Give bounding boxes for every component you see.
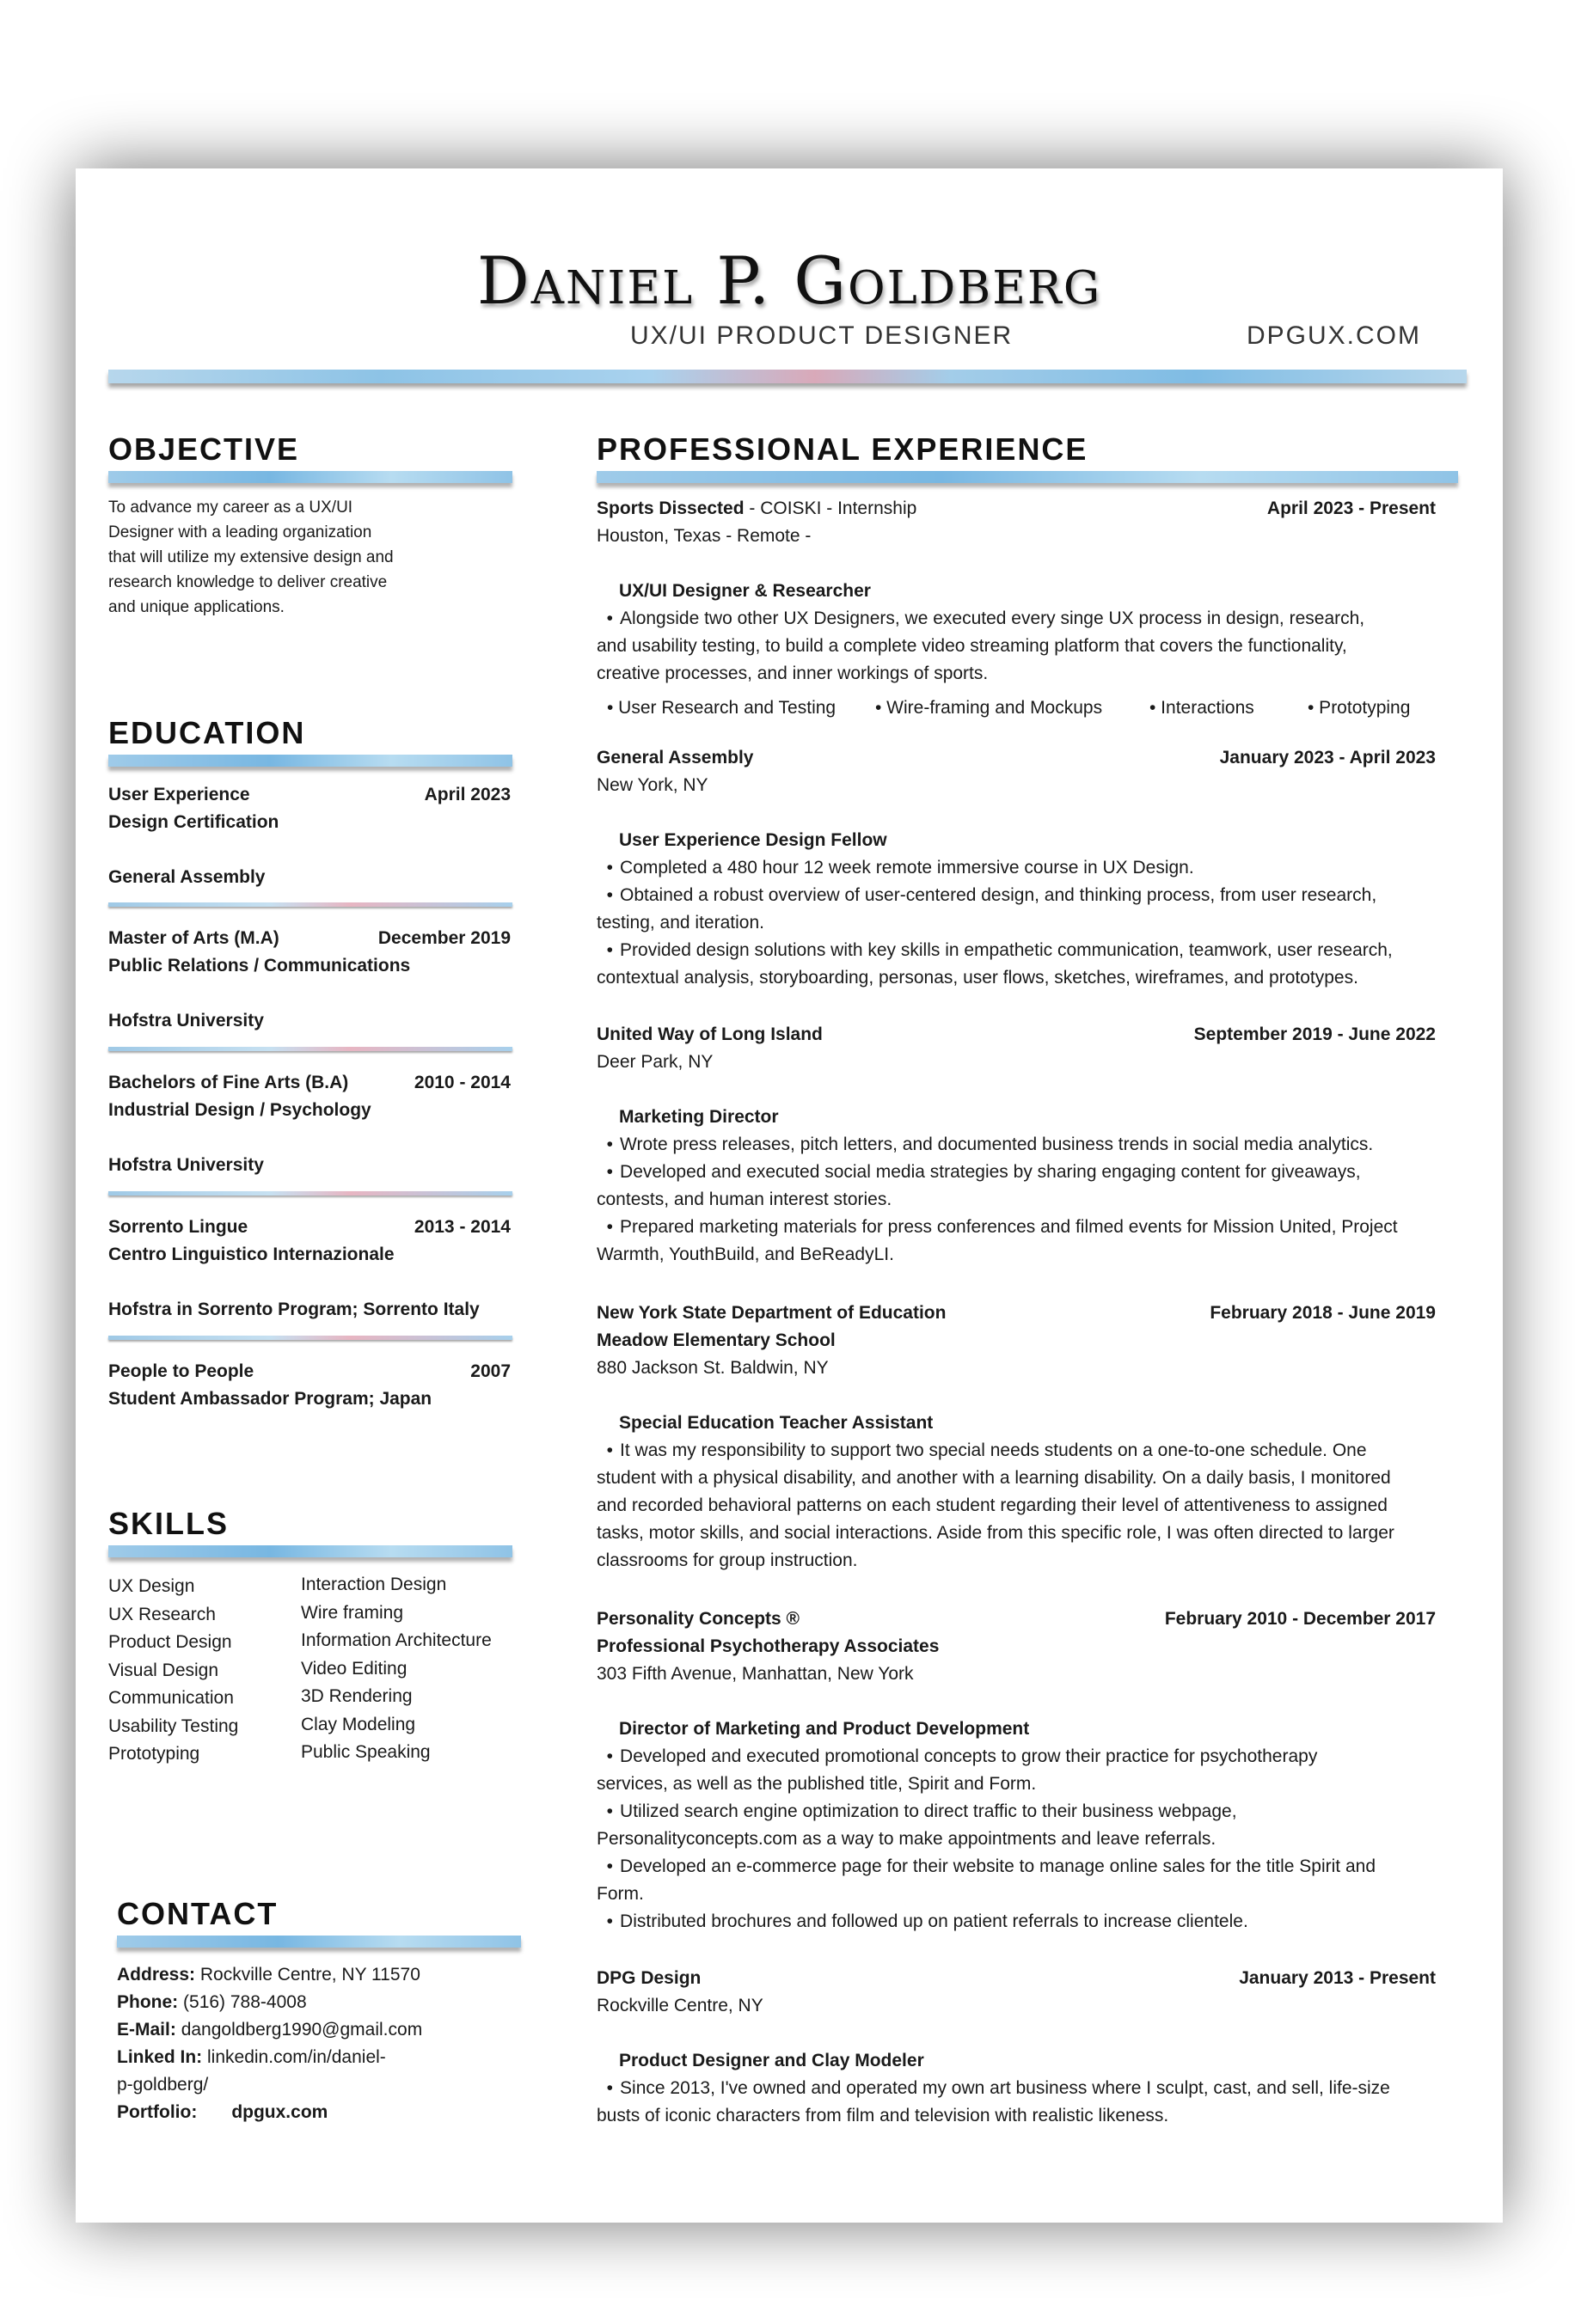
degree-title: Bachelors of Fine Arts (B.A) — [108, 1073, 349, 1092]
skill-item: Clay Modeling — [301, 1714, 416, 1734]
job-bullets: • It was my responsibility to support two special needs students on a one-to-one schedule. One student with a physical disability, and another with a learning disability. On a daily basis, I monitored and recorded behavioral patterns on each student regarding their level of attentiveness to assigned tasks, motor skills, and social interactions. Aside from this specific role, I was often directed to larger classrooms for group instruction. — [597, 1440, 1394, 1570]
degree-subtitle: Public Relations / Communications — [108, 956, 411, 975]
header-divider — [108, 370, 1467, 383]
job-tag: • Prototyping — [1308, 698, 1411, 718]
contact-address: Address: Rockville Centre, NY 11570 — [117, 1965, 420, 1985]
job-role: UX/UI Designer & Researcher — [619, 581, 871, 601]
job-org: United Way of Long Island — [597, 1024, 823, 1044]
skill-item: Wire framing — [301, 1602, 404, 1623]
contact-portfolio: Portfolio: dpgux.com — [117, 2102, 328, 2122]
job-org-secondary: Professional Psychotherapy Associates — [597, 1636, 940, 1656]
job-date: February 2010 - December 2017 — [1164, 1609, 1436, 1629]
skill-item: Communication — [108, 1688, 234, 1708]
job-role: Director of Marketing and Product Development — [619, 1719, 1030, 1739]
skill-item: UX Design — [108, 1576, 195, 1596]
skill-item: Video Editing — [301, 1658, 408, 1679]
objective-divider — [108, 471, 512, 483]
degree-date: 2013 - 2014 — [414, 1217, 511, 1237]
skill-item: 3D Rendering — [301, 1686, 413, 1706]
objective-text: To advance my career as a UX/UI Designer with a leading organization that will utilize my extensive design and research knowledge to deliver creative and unique applications. — [108, 498, 394, 616]
degree-subtitle: Design Certification — [108, 812, 279, 832]
job-org: Personality Concepts ® — [597, 1609, 800, 1629]
job-role: User Experience Design Fellow — [619, 830, 887, 850]
job-title: UX/UI PRODUCT DESIGNER — [630, 321, 1014, 350]
contact-heading: CONTACT — [117, 1896, 279, 1931]
contact-email: E-Mail: dangoldberg1990@gmail.com — [117, 2020, 423, 2040]
education-separator — [108, 1047, 512, 1051]
education-separator — [108, 1191, 512, 1196]
skill-item: Visual Design — [108, 1660, 219, 1680]
job-org: DPG Design — [597, 1968, 702, 1988]
portfolio-link[interactable]: dpgux.com — [231, 2102, 328, 2122]
job-date: January 2013 - Present — [1239, 1968, 1436, 1988]
job-bullets: • Since 2013, I've owned and operated my own art business where I sculpt, cast, and sell, life-size busts of iconic characters from film and television with realistic likeness. — [597, 2078, 1390, 2125]
skill-item: Prototyping — [108, 1744, 200, 1764]
job-date: April 2023 - Present — [1266, 498, 1436, 518]
degree-subtitle: Industrial Design / Psychology — [108, 1100, 371, 1120]
skill-item: Information Architecture — [301, 1630, 492, 1650]
job-location: New York, NY — [597, 775, 708, 795]
education-separator — [108, 1336, 512, 1340]
skill-item: Product Design — [108, 1632, 232, 1652]
website[interactable]: DPGUX.COM — [1246, 321, 1421, 350]
experience-divider — [597, 471, 1458, 483]
degree-date: April 2023 — [424, 785, 511, 804]
skills-column-1 — [108, 1573, 238, 1769]
job-org-secondary: Meadow Elementary School — [597, 1330, 836, 1350]
degree-title: Sorrento Lingue — [108, 1217, 248, 1237]
school-name: General Assembly — [108, 867, 266, 887]
degree-date: 2007 — [470, 1361, 511, 1381]
job-location: Rockville Centre, NY — [597, 1996, 763, 2015]
job-role: Product Designer and Clay Modeler — [619, 2051, 924, 2070]
education-separator — [108, 902, 512, 907]
skills-heading: SKILLS — [108, 1506, 230, 1541]
linkedin-link[interactable]: linkedin.com/in/daniel- — [207, 2047, 386, 2067]
job-role: Special Education Teacher Assistant — [619, 1413, 934, 1433]
skill-item: Usability Testing — [108, 1715, 239, 1736]
skills-column-2 — [301, 1571, 492, 1767]
job-org: General Assembly — [597, 748, 754, 768]
candidate-name: Daniel P. Goldberg — [476, 242, 1102, 319]
degree-title: People to People — [108, 1361, 254, 1381]
contact-divider — [117, 1936, 521, 1948]
contact-block — [117, 1961, 495, 2126]
job-role: Marketing Director — [619, 1107, 779, 1127]
education-heading: EDUCATION — [108, 715, 306, 750]
job-bullets: • Wrote press releases, pitch letters, and documented business trends in social media analytics. • Developed and executed social media strategies by sharing engaging content for giveaways, contests, and human interest stories. • Prepared marketing materials for press conferences and filmed events for Mission United, Project Warmth, YouthBuild, and BeReadyLI. — [597, 1134, 1398, 1264]
education-divider — [108, 755, 512, 767]
skill-item: Interaction Design — [301, 1575, 447, 1594]
job-location: 880 Jackson St. Baldwin, NY — [597, 1358, 829, 1378]
job-tag: • Wire-framing and Mockups — [875, 698, 1103, 718]
contact-linkedin-cont: p-goldberg/ — [117, 2075, 209, 2095]
job-org: New York State Department of Education — [597, 1303, 947, 1323]
job-org: Sports Dissected - COISKI - Internship — [597, 498, 917, 518]
school-name: Hofstra University — [108, 1155, 264, 1175]
school-name: Hofstra University — [108, 1011, 264, 1031]
degree-date: December 2019 — [377, 928, 511, 948]
objective-heading: OBJECTIVE — [108, 431, 300, 467]
job-bullet: • Alongside two other UX Designers, we executed every singe UX process in design, research, and usability testing, to build a complete video streaming platform that covers the functionality, creative processes, and inner workings of sports. — [597, 609, 1365, 683]
job-bullets: • Developed and executed promotional concepts to grow their practice for psychotherapy services, as well as the published title, Spirit and Form. • Utilized search engine optimization to direct traffic to their business webpage, Personalityconcepts.com as a way to make appointments and leave referrals. • Developed an e-commerce page for their website to manage online sales for the title Spirit and Form. • Distributed brochures and followed up on patient referrals to increase clientele. — [597, 1746, 1376, 1931]
degree-title: Master of Arts (M.A) — [108, 928, 279, 948]
job-location: 303 Fifth Avenue, Manhattan, New York — [597, 1664, 914, 1684]
job-tag: • User Research and Testing — [607, 698, 837, 718]
skills-divider — [108, 1545, 512, 1557]
job-tag: • Interactions — [1149, 698, 1254, 718]
degree-subtitle: Student Ambassador Program; Japan — [108, 1389, 432, 1409]
job-location: Deer Park, NY — [597, 1052, 714, 1072]
job-location: Houston, Texas - Remote - — [597, 526, 812, 546]
contact-linkedin: Linked In: linkedin.com/in/daniel- — [117, 2047, 386, 2067]
experience-heading: PROFESSIONAL EXPERIENCE — [597, 431, 1088, 467]
job-date: September 2019 - June 2022 — [1193, 1024, 1436, 1044]
contact-phone: Phone: (516) 788-4008 — [117, 1992, 307, 2012]
skill-item: UX Research — [108, 1604, 216, 1624]
school-name: Hofstra in Sorrento Program; Sorrento Italy — [108, 1300, 480, 1319]
degree-subtitle: Centro Linguistico Internazionale — [108, 1245, 395, 1264]
degree-title: User Experience — [108, 785, 250, 804]
job-date: February 2018 - June 2019 — [1210, 1303, 1436, 1323]
skill-item: Public Speaking — [301, 1742, 431, 1762]
job-bullets: • Completed a 480 hour 12 week remote immersive course in UX Design. • Obtained a robust overview of user-centered design, and thinking process, from user research, testing, and iteration. • Provided design solutions with key skills in empathetic communication, teamwork, user research, contextual analysis, storyboarding, personas, user flows, sketches, wireframes, and prototypes. — [597, 858, 1393, 988]
job-date: January 2023 - April 2023 — [1219, 748, 1436, 768]
email-link[interactable]: dangoldberg1990@gmail.com — [181, 2020, 423, 2040]
resume-page — [76, 168, 1503, 2223]
degree-date: 2010 - 2014 — [414, 1073, 511, 1092]
